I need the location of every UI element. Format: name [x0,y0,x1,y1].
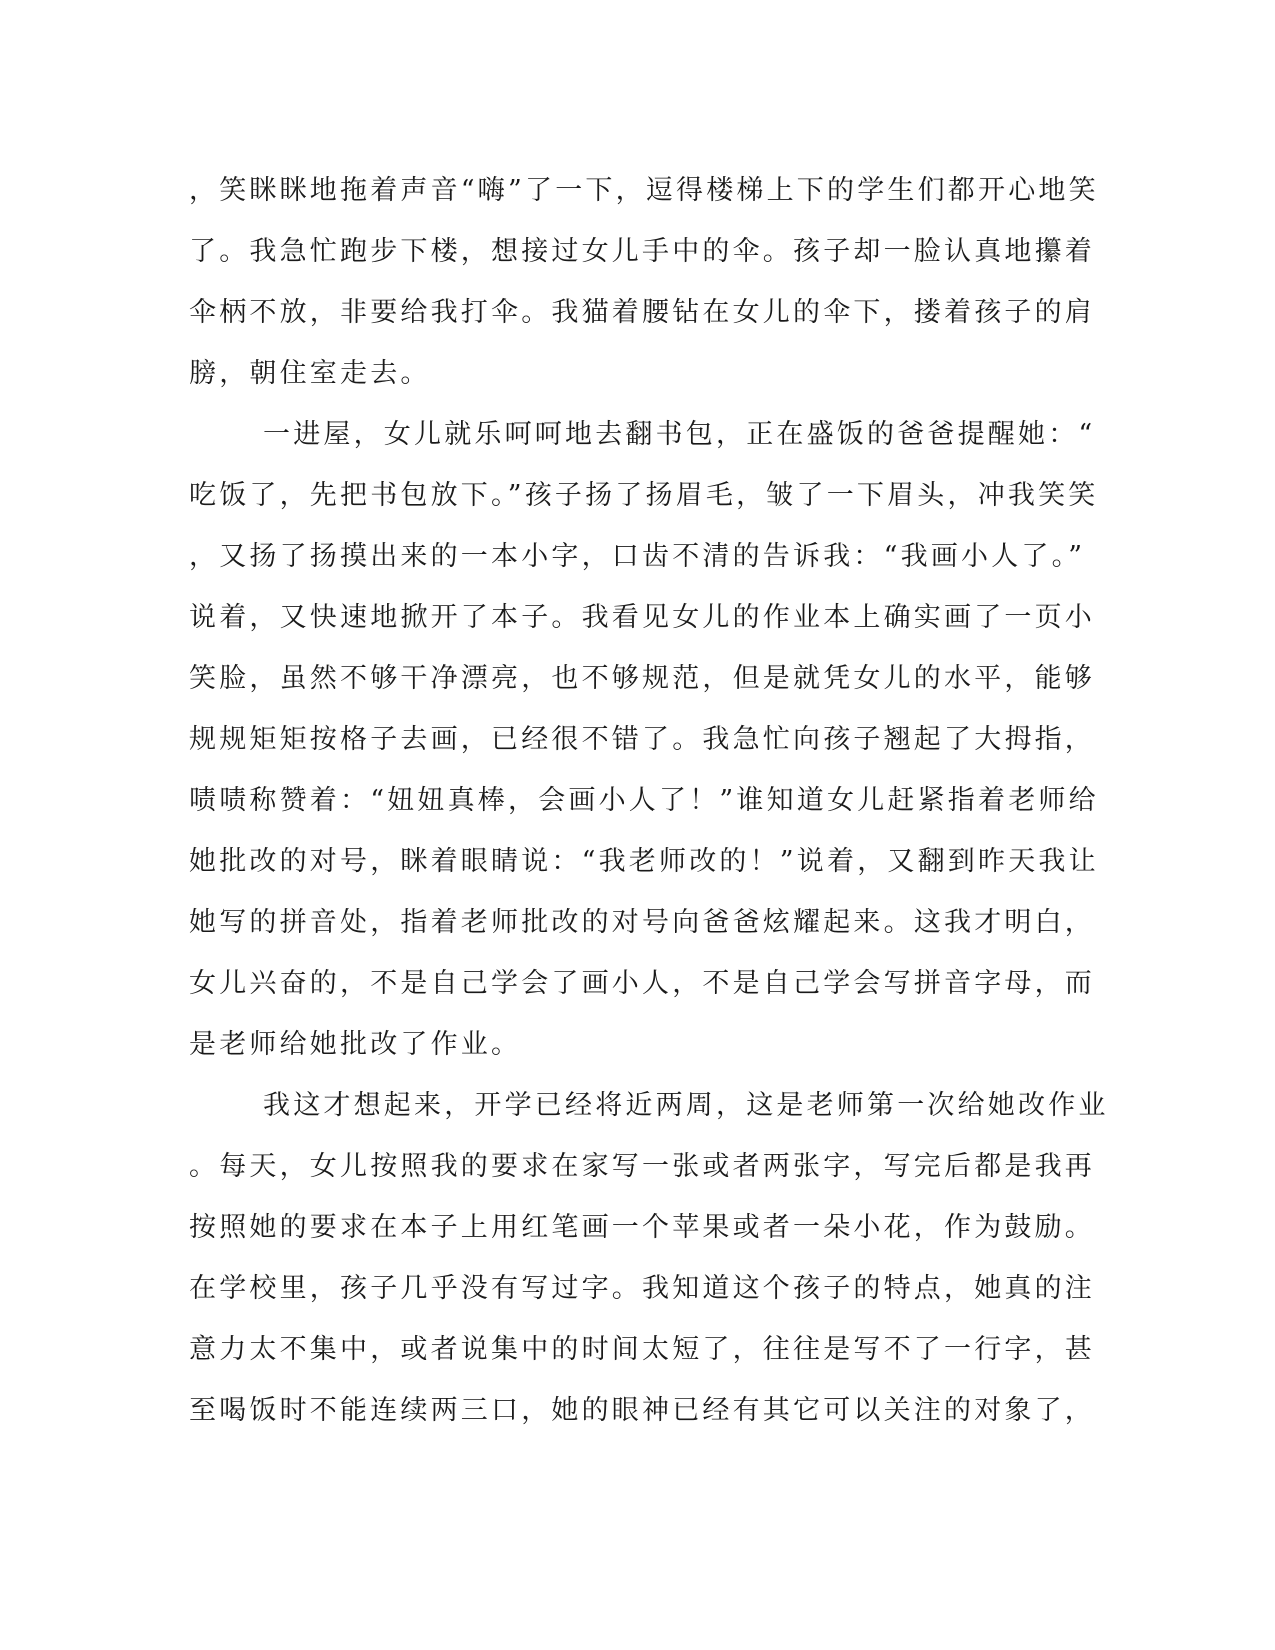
text-line: 膀，朝住室走去。 [189,358,431,389]
text-line: 。每天，女儿按照我的要求在家写一张或者两张字，写完后都是我再 [189,1151,1095,1182]
text-line: 吃饭了，先把书包放下。”孩子扬了扬眉毛，皱了一下眉头，冲我笑笑 [189,480,1099,511]
text-line: 意力太不集中，或者说集中的时间太短了，往往是写不了一行字，甚 [189,1334,1095,1365]
text-line: ，又扬了扬摸出来的一本小字，口齿不清的告诉我：“我画小人了。” [189,541,1086,572]
text-line: 规规矩矩按格子去画，已经很不错了。我急忙向孩子翘起了大拇指， [189,724,1095,755]
text-line: 她批改的对号，眯着眼睛说：“我老师改的！”说着，又翻到昨天我让 [189,846,1099,877]
text-line: 了。我急忙跑步下楼，想接过女儿手中的伞。孩子却一脸认真地攥着 [189,236,1095,267]
paragraph-start-line: 我这才想起来，开学已经将近两周，这是老师第一次给她改作业 [263,1090,1109,1121]
text-line: 女儿兴奋的，不是自己学会了画小人，不是自己学会写拼音字母，而 [189,968,1095,999]
body-text [189,160,1109,1441]
text-line: 啧啧称赞着：“妞妞真棒，会画小人了！”谁知道女儿赶紧指着老师给 [189,785,1099,816]
text-line: 是老师给她批改了作业。 [189,1029,522,1060]
text-line: 说着，又快速地掀开了本子。我看见女儿的作业本上确实画了一页小 [189,602,1095,633]
text-line: 伞柄不放，非要给我打伞。我猫着腰钻在女儿的伞下，搂着孩子的肩 [189,297,1095,328]
text-line: ，笑眯眯地拖着声音“嗨”了一下，逗得楼梯上下的学生们都开心地笑 [189,175,1099,206]
text-line: 在学校里，孩子几乎没有写过字。我知道这个孩子的特点，她真的注 [189,1273,1095,1304]
paragraph-start-line: 一进屋，女儿就乐呵呵地去翻书包，正在盛饭的爸爸提醒她：“ [263,419,1096,450]
text-line: 笑脸，虽然不够干净漂亮，也不够规范，但是就凭女儿的水平，能够 [189,663,1095,694]
text-line: 至喝饭时不能连续两三口，她的眼神已经有其它可以关注的对象了， [189,1395,1095,1426]
text-line: 按照她的要求在本子上用红笔画一个苹果或者一朵小花，作为鼓励。 [189,1212,1095,1243]
text-line: 她写的拼音处，指着老师批改的对号向爸爸炫耀起来。这我才明白， [189,907,1095,938]
